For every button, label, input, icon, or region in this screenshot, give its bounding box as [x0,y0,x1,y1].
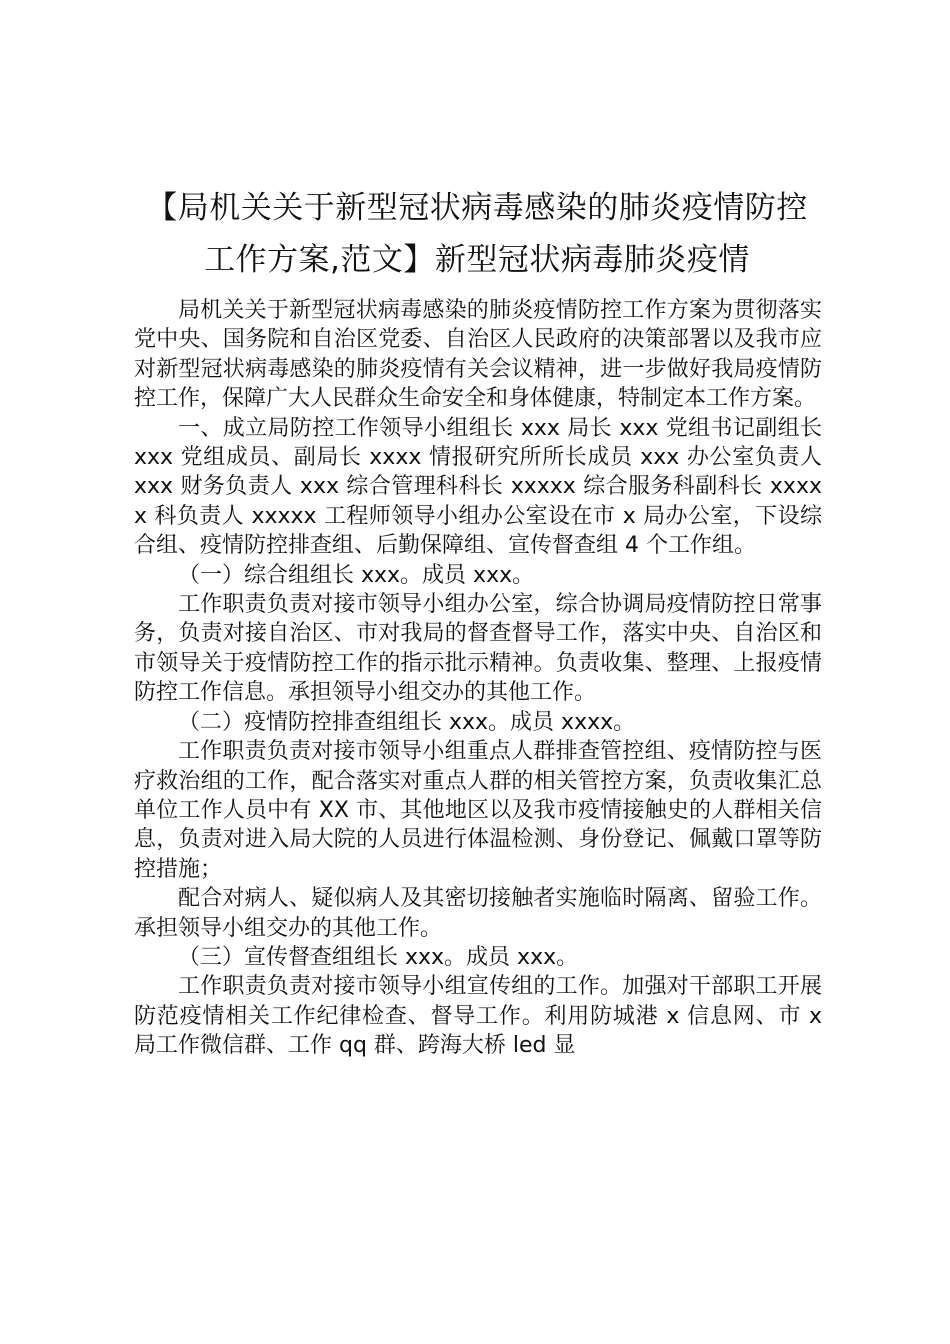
paragraph-intro: 局机关关于新型冠状病毒感染的肺炎疫情防控工作方案为贯彻落实党中央、国务院和自治区党委、自治区人民政府的决策部署以及我市应对新型冠状病毒感染的肺炎疫情有关会议精神，进一步做好我局疫情防控工作，保障广大人民群众生命安全和身体健康，特制定本工作方案。 [134,298,822,412]
document-title: 【局机关关于新型冠状病毒感染的肺炎疫情防控工作方案,范文】新型冠状病毒肺炎疫情 [146,190,808,278]
paragraph-group-2-heading: （二）疫情防控排查组组长 xxx。成员 xxxx。 [178,709,636,735]
paragraph-group-2-duties-cont: 配合对病人、疑似病人及其密切接触者实施临时隔离、留验工作。承担领导小组交办的其他工作。 [134,886,822,941]
paragraph-section-1: 一、成立局防控工作领导小组组长 xxx 局长 xxx 党组书记副组长 xxx 党组成员、副局长 xxxx 情报研究所所长成员 xxx 办公室负责人 xxx 财务负责人 xxx 综合管理科科长 xxxxx 综合服务科副科长 xxxxx 科负责人 xxxxx 工程师领导小组办公室设在市 x 局办公室，下设综合组、疫情防控排查组、后勤保障组、宣传督查组 4 个工作组。 [134,415,822,559]
paragraph-group-2-duties: 工作职责负责对接市领导小组重点人群排查管控组、疫情防控与医疗救治组的工作，配合落实对重点人群的相关管控方案，负责收集汇总单位工作人员中有 XX 市、其他地区以及我市疫情接触史的人群相关信息，负责对进入局大院的人员进行体温检测、身份登记、佩戴口罩等防控措施； [134,739,822,882]
paragraph-group-3-duties: 工作职责负责对接市领导小组宣传组的工作。加强对干部职工开展防范疫情相关工作纪律检查、督导工作。利用防城港 x 信息网、市 x 局工作微信群、工作 qq 群、跨海大桥 led 显 [134,974,822,1059]
paragraph-group-3-heading: （三）宣传督查组组长 xxx。成员 xxx。 [178,944,579,970]
document-body [134,296,822,1061]
paragraph-group-1-heading: （一）综合组组长 xxx。成员 xxx。 [178,562,535,588]
paragraph-group-1-duties: 工作职责负责对接市领导小组办公室，综合协调局疫情防控日常事务，负责对接自治区、市对我局的督查督导工作，落实中央、自治区和市领导关于疫情防控工作的指示批示精神。负责收集、整理、上报疫情防控工作信息。承担领导小组交办的其他工作。 [134,592,822,706]
